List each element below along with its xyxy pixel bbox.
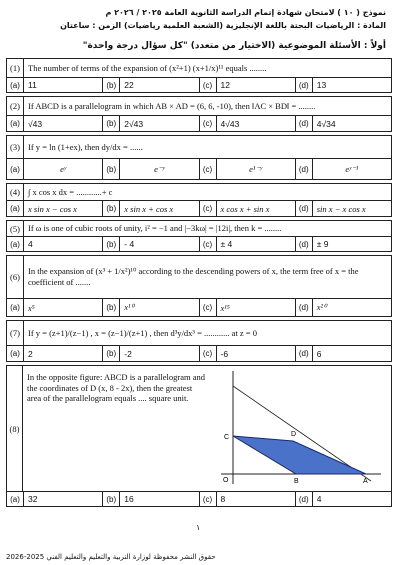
question-number: (1): [7, 59, 24, 77]
option-d[interactable]: (d) eʸ⁻¹: [296, 159, 391, 179]
copyright-footer: حقوق النشر محفوظة لوزارة التربية والتعليم والتعليم الفني 2025-2026: [6, 553, 216, 561]
question-2: [6, 96, 392, 132]
label-b: B: [294, 478, 299, 485]
option-c[interactable]: (c) 4√43: [200, 116, 296, 131]
label-c: C: [224, 434, 230, 441]
option-a[interactable]: (a) 4: [7, 237, 103, 251]
label-a: A: [363, 478, 368, 485]
option-c[interactable]: (c) e¹⁻ʸ: [200, 159, 296, 179]
option-d[interactable]: (d) 13: [296, 78, 391, 92]
question-number: (6): [7, 256, 24, 298]
questions-sheet: [6, 58, 392, 510]
option-d[interactable]: (d) ± 9: [296, 237, 391, 251]
question-number: (5): [7, 221, 24, 236]
question-text: If y = ln (1+ex), then dy/dx = ......: [28, 141, 143, 152]
option-c[interactable]: (c) x¹⁵: [200, 299, 296, 316]
question-text: The number of terms of the expansion of (x²+1) (x+1/x)¹¹ equals ........: [28, 62, 267, 73]
exam-subject-line: المادة : الرياضيات البحتة باللغة الإنجليزية (الشعبة العلمية رياضيات) الزمن : ساعتان: [60, 21, 386, 30]
option-c[interactable]: (c) 8: [200, 492, 296, 506]
option-a[interactable]: (a) eʸ: [7, 159, 103, 179]
question-text: If ω is one of cubic roots of unity, i² = −1 and |−3kω| = |12i|, then k = ........: [28, 223, 282, 234]
option-b[interactable]: (b) 16: [103, 492, 199, 506]
option-d[interactable]: (d) sin x − x cos x: [296, 201, 391, 216]
option-b[interactable]: (b) x sin x + cos x: [103, 201, 199, 216]
option-a[interactable]: (a) 2: [7, 346, 103, 361]
option-d[interactable]: (d) x²⁰: [296, 299, 391, 316]
question-3: [6, 135, 392, 180]
option-a[interactable]: (a) √43: [7, 116, 103, 131]
option-a[interactable]: (a) x sin x − cos x: [7, 201, 103, 216]
parallelogram-abcd: [233, 436, 366, 474]
option-d[interactable]: (d) 4√34: [296, 116, 391, 131]
question-text: If y = (z+1)/(z−1) , x = (z−1)/(z+1) , then d³y/dx³ = ............ at z = 0: [28, 327, 257, 338]
option-a[interactable]: (a) 32: [7, 492, 103, 506]
question-number: (2): [7, 97, 24, 115]
exam-title: نموذج ( ١٠ ) لامتحان شهادة إتمام الدراسة الثانوية العامة ٢٠٢٥ / ٢٠٢٦ م: [105, 8, 386, 17]
figure-svg: [211, 366, 391, 489]
question-6: [6, 255, 392, 317]
option-b[interactable]: (b) e⁻ʸ: [103, 159, 199, 179]
question-text: In the opposite figure: ABCD is a parallelogram and the coordinates of D (x, 8 - 2x), then the greatest area of the parallelogram equals .... square unit.: [27, 372, 205, 404]
label-d: D: [291, 431, 297, 438]
option-a[interactable]: (a) x⁵: [7, 299, 103, 316]
option-c[interactable]: (c) -6: [200, 346, 296, 361]
option-b[interactable]: (b) 2√43: [103, 116, 199, 131]
question-1: [6, 58, 392, 93]
option-c[interactable]: (c) ± 4: [200, 237, 296, 251]
option-b[interactable]: (b) x¹⁰: [103, 299, 199, 316]
option-d[interactable]: (d) 4: [296, 492, 391, 506]
option-b[interactable]: (b) -2: [103, 346, 199, 361]
option-c[interactable]: (c) x cos x + sin x: [200, 201, 296, 216]
parallelogram-figure: [211, 366, 391, 491]
question-number: (3): [7, 136, 24, 158]
question-number: (4): [7, 184, 24, 200]
option-d[interactable]: (d) 6: [296, 346, 391, 361]
question-text: If ABCD is a parallelogram in which AB × AD = (6, 6, -10), then ‖AC × BD‖ = ........: [28, 100, 316, 111]
option-a[interactable]: (a) 11: [7, 78, 103, 92]
label-o: O: [223, 477, 229, 484]
question-5: [6, 220, 392, 252]
question-8: [6, 365, 392, 507]
question-text: ∫ x cos x dx = ............+ c: [28, 186, 113, 197]
option-b[interactable]: (b) 22: [103, 78, 199, 92]
page-number: ١: [196, 523, 201, 532]
option-b[interactable]: (b) - 4: [103, 237, 199, 251]
question-4: [6, 183, 392, 217]
question-7: [6, 320, 392, 362]
question-number: (8): [7, 366, 23, 491]
question-number: (7): [7, 321, 24, 345]
question-text: In the expansion of (x³ + 1/x²)¹⁰ according to the descending powers of x, the term free of x = the coefficient of .......: [28, 266, 359, 287]
section-heading: أولاً : الأسئلة الموضوعية (الاختيار من متعدد) "كل سؤال درجة واحدة": [82, 41, 386, 51]
option-c[interactable]: (c) 12: [200, 78, 296, 92]
